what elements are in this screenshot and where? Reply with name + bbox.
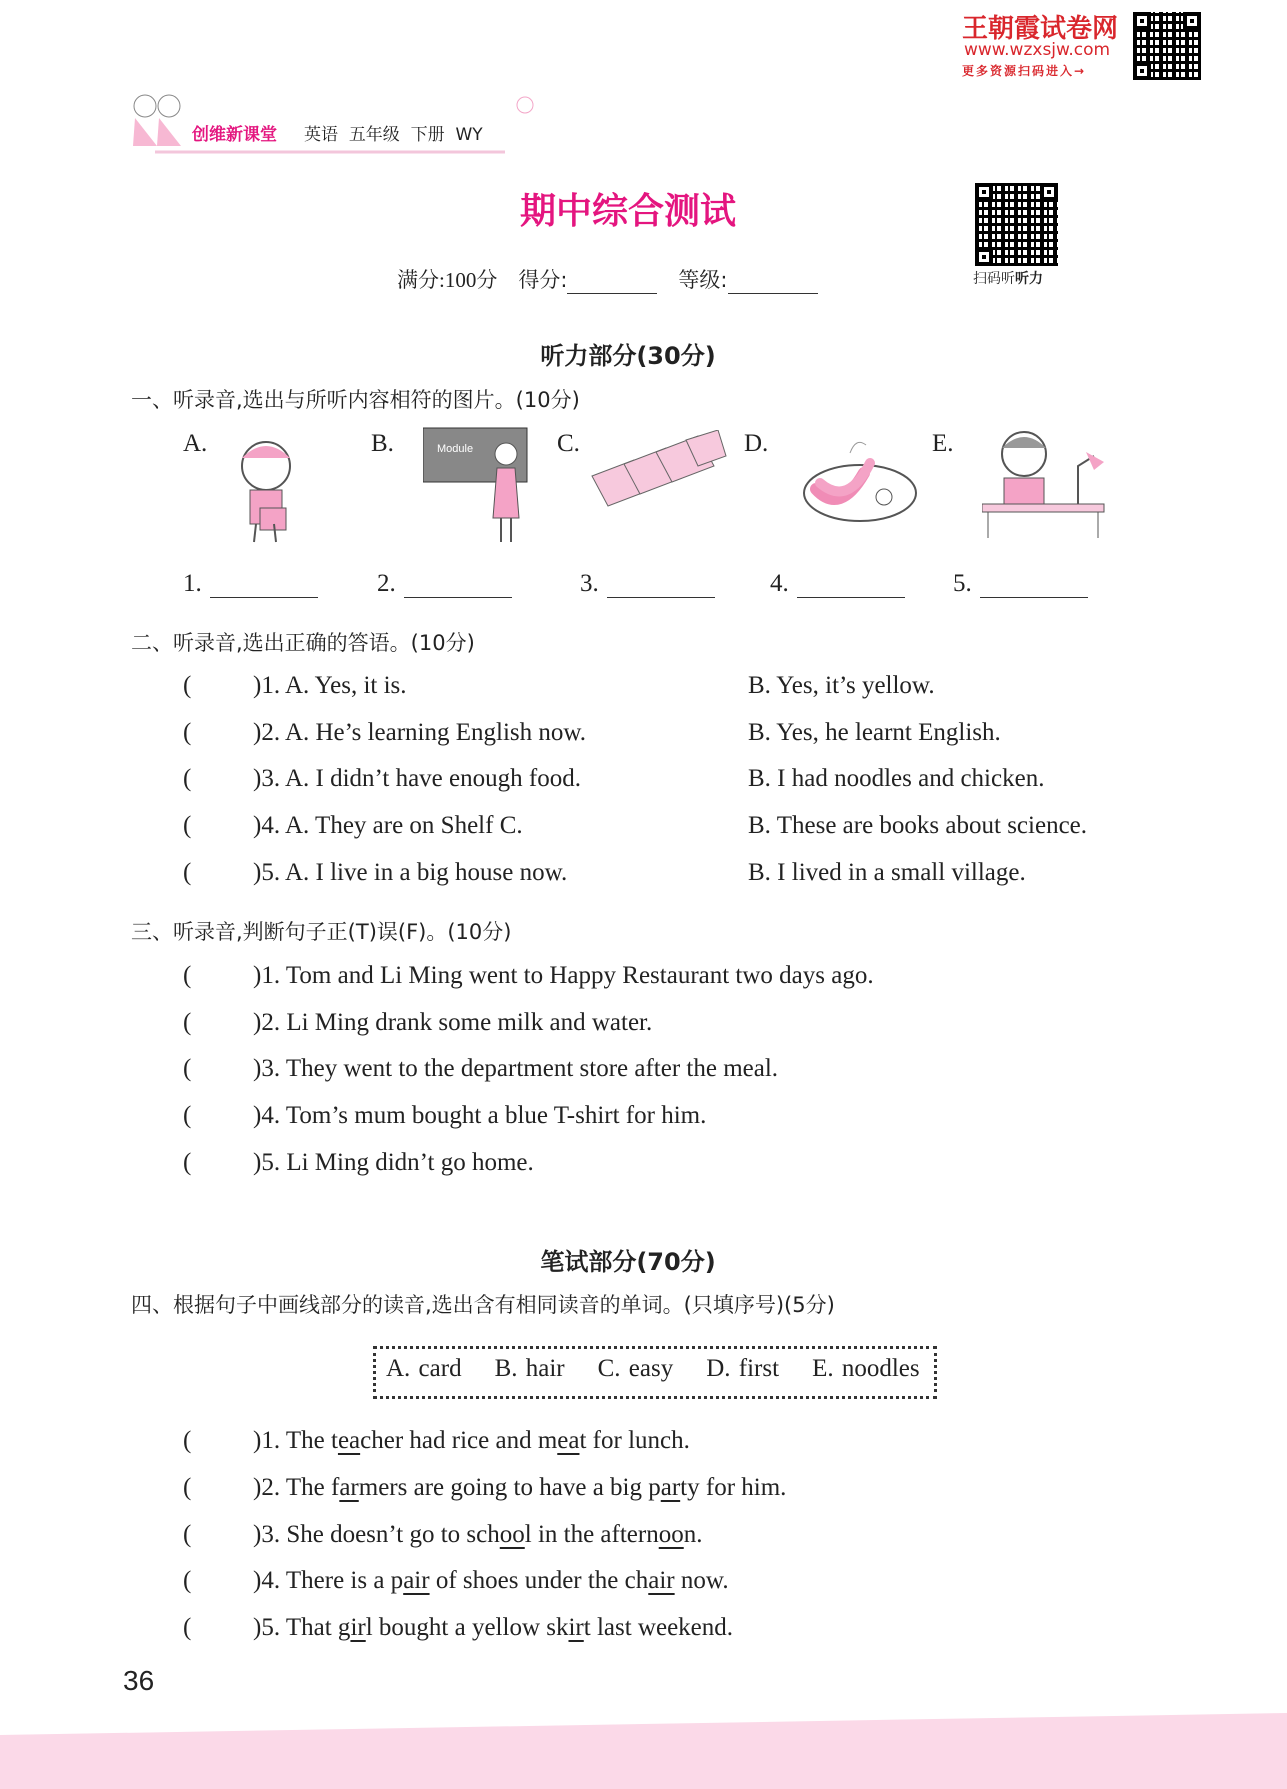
answer-blank-3[interactable]: 3. — [580, 570, 715, 598]
footer-pink-band — [0, 1705, 1287, 1789]
sentence-text: mers are going to have a big p — [358, 1474, 661, 1501]
pronunciation-sentence — [253, 1474, 786, 1502]
answer-paren[interactable]: ( — [183, 719, 192, 746]
underlined-sound: air — [403, 1567, 430, 1594]
site-logo: 王朝霞试卷网 — [962, 14, 1119, 44]
sentence-text: l bought a yellow sk — [365, 1614, 569, 1641]
site-tagline: 更多资源扫码进入→ — [962, 64, 1087, 78]
sentence-text: )3. She doesn’t go to sch — [253, 1521, 500, 1548]
sentence-text: t last weekend. — [583, 1614, 734, 1641]
score-label: 得分: — [518, 268, 568, 292]
question-option-a: )5. A. I live in a big house now. — [253, 859, 568, 886]
sentence-text: )1. The t — [253, 1427, 338, 1454]
answer-paren[interactable]: ( — [183, 1427, 192, 1454]
true-false-statement: )2. Li Ming drank some milk and water. — [253, 1009, 653, 1036]
underlined-sound: oo — [499, 1521, 525, 1548]
grade-blank[interactable] — [728, 269, 818, 294]
grade: 五年级 — [348, 125, 400, 145]
answer-blank-2[interactable]: 2. — [377, 570, 512, 598]
sentence-text: n. — [683, 1521, 703, 1548]
true-false-statement: )1. Tom and Li Ming went to Happy Restaurant two days ago. — [253, 962, 874, 989]
qr-caption — [973, 268, 1043, 288]
qr-caption-scan: 扫码听 — [973, 271, 1015, 287]
answer-paren[interactable]: ( — [183, 1055, 192, 1082]
pronunciation-sentence — [253, 1614, 733, 1642]
answer-paren[interactable]: ( — [183, 765, 192, 792]
option-b: B. hair — [494, 1355, 565, 1382]
answer-blank-4[interactable]: 4. — [770, 570, 905, 598]
word-options-box — [373, 1346, 937, 1399]
true-false-statement: )5. Li Ming didn’t go home. — [253, 1149, 534, 1176]
pronunciation-sentence — [253, 1521, 702, 1549]
question-option-a: )3. A. I didn’t have enough food. — [253, 765, 581, 792]
section-4-heading: 四、根据句子中画线部分的读音,选出含有相同读音的单词。(只填序号)(5分) — [131, 1293, 835, 1317]
question-option-b: B. Yes, he learnt English. — [748, 719, 1001, 746]
sausage-plate-icon — [800, 433, 920, 528]
answer-paren[interactable]: ( — [183, 1521, 192, 1548]
pronunciation-sentence — [253, 1427, 690, 1455]
sentence-text: ty for him. — [680, 1474, 787, 1501]
boy-studying-icon — [982, 426, 1107, 541]
answer-paren[interactable]: ( — [183, 672, 192, 699]
underlined-sound: ir — [568, 1614, 584, 1641]
volume: 下册 — [410, 125, 445, 145]
site-qr-code[interactable] — [1133, 12, 1201, 80]
writing-heading: 笔试部分(70分) — [540, 1248, 716, 1276]
answer-paren[interactable]: ( — [183, 962, 192, 989]
underlined-sound: ar — [339, 1474, 359, 1501]
answer-paren[interactable]: ( — [183, 1567, 192, 1594]
question-option-a: )1. A. Yes, it is. — [253, 672, 407, 699]
answer-paren[interactable]: ( — [183, 1149, 192, 1176]
sentence-text: cher had rice and m — [360, 1427, 558, 1454]
question-option-b: B. These are books about science. — [748, 812, 1088, 839]
question-option-b: B. I had noodles and chicken. — [748, 765, 1045, 792]
question-option-a: )2. A. He’s learning English now. — [253, 719, 587, 746]
sentence-text: now. — [674, 1567, 729, 1594]
question-option-b: B. Yes, it’s yellow. — [748, 672, 935, 699]
underlined-sound: ir — [350, 1614, 366, 1641]
picture-label-c: C. — [557, 430, 580, 457]
underlined-sound: ar — [660, 1474, 681, 1501]
teacher-module-board-icon — [423, 426, 533, 546]
site-url[interactable]: www.wzxsjw.com — [964, 40, 1111, 60]
section-1-heading: 一、听录音,选出与所听内容相符的图片。(10分) — [131, 388, 580, 412]
sentence-text: )2. The f — [253, 1474, 340, 1501]
subject: 英语 — [304, 125, 338, 145]
answer-paren[interactable]: ( — [183, 1474, 192, 1501]
sentence-text: )4. There is a p — [253, 1567, 404, 1594]
option-c: C. easy — [597, 1355, 674, 1382]
sentence-text: l in the aftern — [524, 1521, 659, 1548]
edition: WY — [455, 125, 483, 145]
underlined-sound: ea — [557, 1427, 580, 1454]
picture-label-a: A. — [183, 430, 208, 457]
picture-label-e: E. — [932, 430, 954, 457]
listening-heading: 听力部分(30分) — [540, 342, 716, 370]
section-3-heading: 三、听录音,判断句子正(T)误(F)。(10分) — [131, 920, 512, 944]
page-number: 36 — [123, 1665, 155, 1696]
option-a: A. card — [386, 1355, 462, 1382]
series-name: 创维新课堂 — [192, 125, 277, 145]
answer-paren[interactable]: ( — [183, 812, 192, 839]
underlined-sound: air — [648, 1567, 675, 1594]
pronunciation-sentence — [253, 1567, 729, 1595]
sentence-text: of shoes under the ch — [429, 1567, 649, 1594]
true-false-statement: )3. They went to the department store after the meal. — [253, 1055, 779, 1082]
svg-text:Module: Module — [437, 443, 474, 455]
listening-qr-code[interactable] — [975, 183, 1058, 266]
girl-crying-icon — [220, 428, 315, 544]
flower-decoration-icon — [514, 92, 536, 118]
answer-blank-1[interactable]: 1. — [183, 570, 318, 598]
books-icon — [588, 430, 728, 510]
score-blank[interactable] — [567, 269, 657, 294]
underlined-sound: ea — [337, 1427, 361, 1454]
answer-paren[interactable]: ( — [183, 1102, 192, 1129]
score-line — [397, 264, 818, 294]
answer-paren[interactable]: ( — [183, 1614, 192, 1641]
full-score: 满分:100分 — [397, 268, 498, 292]
sentence-text: t for lunch. — [579, 1427, 690, 1454]
question-option-b: B. I lived in a small village. — [748, 859, 1026, 886]
grade-label: 等级: — [678, 268, 728, 292]
page-title: 期中综合测试 — [519, 191, 736, 232]
picture-label-d: D. — [744, 430, 769, 457]
answer-paren[interactable]: ( — [183, 1009, 192, 1036]
question-option-a: )4. A. They are on Shelf C. — [253, 812, 523, 839]
true-false-statement: )4. Tom’s mum bought a blue T-shirt for him. — [253, 1102, 707, 1129]
picture-label-b: B. — [371, 430, 394, 457]
book-info — [304, 120, 483, 145]
sentence-text: )5. That g — [253, 1614, 351, 1641]
option-d: D. first — [706, 1355, 780, 1382]
qr-caption-listen: 听力 — [1015, 271, 1043, 287]
option-e: E. noodles — [812, 1355, 920, 1382]
answer-paren[interactable]: ( — [183, 859, 192, 886]
answer-blank-5[interactable]: 5. — [953, 570, 1088, 598]
section-2-heading: 二、听录音,选出正确的答语。(10分) — [131, 631, 475, 655]
underlined-sound: oo — [658, 1521, 684, 1548]
